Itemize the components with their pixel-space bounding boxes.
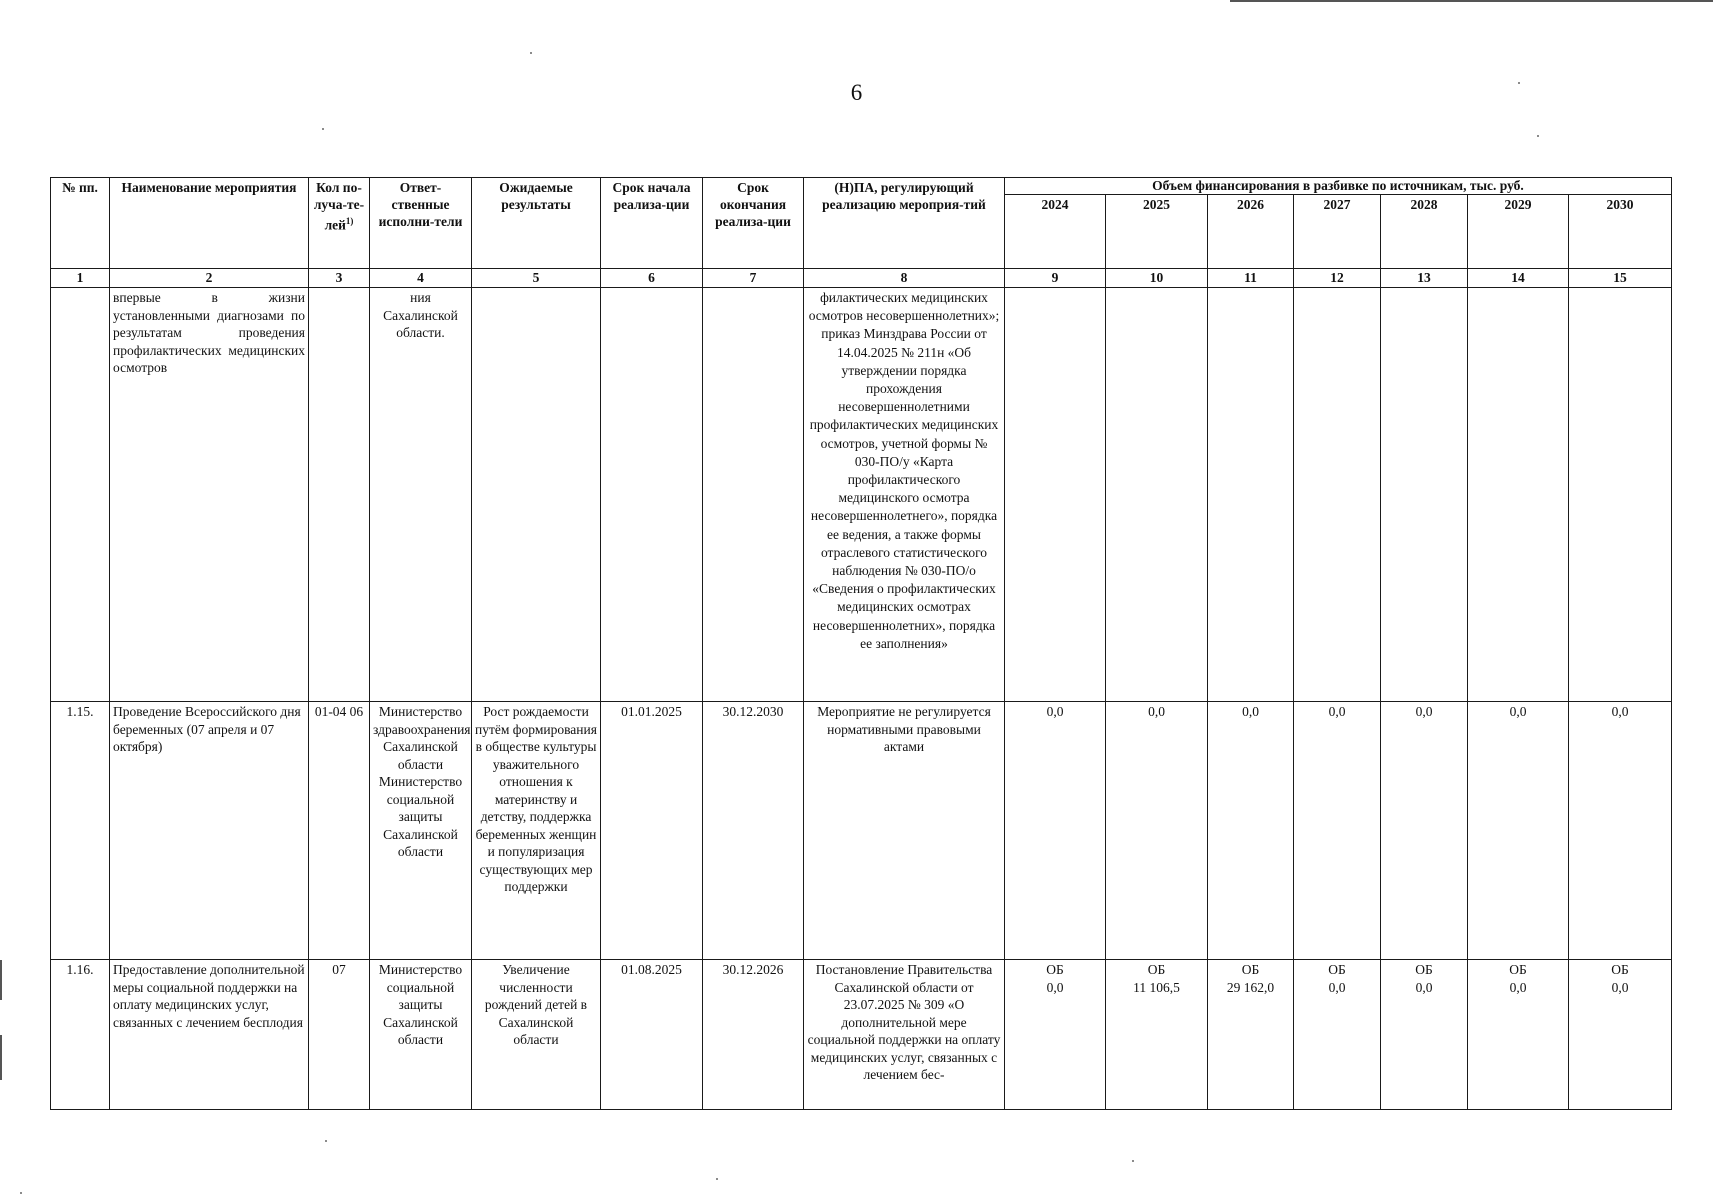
scan-edge-mark	[0, 1035, 2, 1080]
cell-start	[601, 288, 703, 702]
cell-funding-2030	[1569, 702, 1672, 960]
header-executors: Ответ-ственные исполни-тели	[370, 178, 472, 269]
funding-source: ОБ	[1328, 962, 1346, 977]
column-number: 6	[601, 269, 703, 288]
scan-edge-mark	[0, 960, 2, 1000]
header-year: 2028	[1381, 195, 1468, 269]
scan-speck	[325, 1140, 327, 1142]
cell-funding-2027	[1294, 960, 1381, 1110]
column-number: 1	[51, 269, 110, 288]
header-recipients	[309, 178, 370, 269]
header-funding: Объем финансирования в разбивке по источникам, тыс. руб.	[1005, 178, 1672, 195]
column-number-row	[51, 269, 1672, 288]
funding-value: 0,0	[1328, 704, 1346, 719]
column-number: 4	[370, 269, 472, 288]
cell-executors: Министерство здравоохранения Сахалинской области Министерство социальной защиты Сахалинской области	[370, 702, 472, 960]
cell-funding-2030	[1569, 960, 1672, 1110]
cell-name: Предоставление дополнительной меры социальной поддержки на оплату медицинских услуг, связанных с лечением бесплодия	[110, 960, 309, 1110]
cell-funding-2025	[1106, 702, 1208, 960]
column-number: 12	[1294, 269, 1381, 288]
scan-speck	[530, 52, 532, 54]
cell-funding-2026	[1208, 702, 1294, 960]
column-number: 11	[1208, 269, 1294, 288]
cell-end	[703, 288, 804, 702]
column-number: 14	[1468, 269, 1569, 288]
header-end: Срок окончания реализа-ции	[703, 178, 804, 269]
funding-value: 0,0	[1046, 979, 1064, 995]
cell-num	[51, 288, 110, 702]
scan-speck	[716, 1178, 718, 1180]
cell-npa: филактических медицинских осмотров несовершеннолетних»; приказ Минздрава России от 14.04.2025 № 211н «Об утверждении порядка прохождения несовершеннолетними профилактических медицинских осмотров, учетной формы № 030-ПО/у «Карта профилактического медицинского осмотра несовершеннолетнего», порядка ее ведения, а также формы отраслевого статистического наблюдения № 030-ПО/о «Сведения о профилактических медицинских осмотрах несовершеннолетних», порядка ее заполнения»	[804, 288, 1005, 702]
column-number: 8	[804, 269, 1005, 288]
cell-funding-2028	[1381, 960, 1468, 1110]
cell-recipients	[309, 288, 370, 702]
cell-start: 01.08.2025	[601, 960, 703, 1110]
cell-results: Рост рождаемости путём формирования в обществе культуры уважительного отношения к материнству и детству, поддержка беременных женщин и популяризация существующих мер поддержки	[472, 702, 601, 960]
cell-funding-2029	[1468, 288, 1569, 702]
funding-value: 11 106,5	[1133, 979, 1180, 995]
funding-value: 0,0	[1242, 704, 1259, 719]
column-number: 9	[1005, 269, 1106, 288]
column-number: 10	[1106, 269, 1208, 288]
cell-executors: ния Сахалинской области.	[370, 288, 472, 702]
header-year: 2025	[1106, 195, 1208, 269]
header-recipients-footnote: 1)	[345, 216, 354, 226]
header-recipients-text: Кол по-луча-те-лей	[313, 180, 365, 233]
cell-funding-2024	[1005, 702, 1106, 960]
header-npa: (Н)ПА, регулирующий реализацию мероприя-тий	[804, 178, 1005, 269]
cell-funding-2024	[1005, 960, 1106, 1110]
cell-end: 30.12.2026	[703, 960, 804, 1110]
funding-source: ОБ	[1509, 962, 1527, 977]
funding-value: 29 162,0	[1226, 979, 1275, 995]
scan-speck	[1537, 135, 1539, 137]
header-year: 2029	[1468, 195, 1569, 269]
cell-num: 1.16.	[51, 960, 110, 1110]
funding-source: ОБ	[1147, 962, 1166, 977]
column-number: 3	[309, 269, 370, 288]
funding-value: 0,0	[1046, 704, 1064, 719]
column-number: 15	[1569, 269, 1672, 288]
cell-npa: Постановление Правительства Сахалинской области от 23.07.2025 № 309 «О дополнительной мере социальной поддержки на оплату медицинских услуг, связанных с лечением бес-	[804, 960, 1005, 1110]
cell-name: впервые в жизни установленными диагнозами по результатам проведения профилактических медицинских осмотров	[110, 288, 309, 702]
scan-speck	[20, 1192, 22, 1194]
funding-value: 0,0	[1148, 704, 1165, 719]
funding-value: 0,0	[1328, 979, 1346, 995]
header-name: Наименование мероприятия	[110, 178, 309, 269]
cell-funding-2025	[1106, 960, 1208, 1110]
cell-funding-2025	[1106, 288, 1208, 702]
funding-value: 0,0	[1509, 979, 1527, 995]
funding-source: ОБ	[1046, 962, 1064, 977]
program-measures-table	[50, 177, 1672, 1110]
funding-value: 0,0	[1611, 704, 1629, 719]
column-number: 13	[1381, 269, 1468, 288]
cell-funding-2024	[1005, 288, 1106, 702]
funding-source: ОБ	[1611, 962, 1629, 977]
cell-results	[472, 288, 601, 702]
cell-funding-2029	[1468, 702, 1569, 960]
funding-value: 0,0	[1415, 704, 1433, 719]
funding-value: 0,0	[1415, 979, 1433, 995]
column-number: 5	[472, 269, 601, 288]
cell-start: 01.01.2025	[601, 702, 703, 960]
cell-funding-2026	[1208, 960, 1294, 1110]
scan-speck	[1132, 1160, 1134, 1162]
header-year: 2024	[1005, 195, 1106, 269]
table-row	[51, 702, 1672, 960]
scan-speck	[322, 128, 324, 130]
cell-num: 1.15.	[51, 702, 110, 960]
cell-end: 30.12.2030	[703, 702, 804, 960]
funding-value: 0,0	[1611, 979, 1629, 995]
header-year: 2026	[1208, 195, 1294, 269]
cell-results: Увеличение численности рождений детей в Сахалинской области	[472, 960, 601, 1110]
cell-npa: Мероприятие не регулируется нормативными правовыми актами	[804, 702, 1005, 960]
column-number: 2	[110, 269, 309, 288]
cell-funding-2027	[1294, 288, 1381, 702]
funding-source: ОБ	[1241, 962, 1260, 977]
table-row	[51, 288, 1672, 702]
column-number: 7	[703, 269, 804, 288]
cell-funding-2030	[1569, 288, 1672, 702]
cell-funding-2029	[1468, 960, 1569, 1110]
cell-recipients: 01-04 06	[309, 702, 370, 960]
cell-funding-2026	[1208, 288, 1294, 702]
page-number: 6	[850, 80, 863, 105]
funding-source: ОБ	[1415, 962, 1433, 977]
scan-edge-line	[1230, 0, 1713, 2]
header-results: Ожидаемые результаты	[472, 178, 601, 269]
funding-value: 0,0	[1509, 704, 1527, 719]
header-row	[51, 178, 1672, 195]
table-row	[51, 960, 1672, 1110]
cell-funding-2028	[1381, 702, 1468, 960]
header-year: 2030	[1569, 195, 1672, 269]
cell-funding-2027	[1294, 702, 1381, 960]
cell-executors: Министерство социальной защиты Сахалинской области	[370, 960, 472, 1110]
cell-recipients: 07	[309, 960, 370, 1110]
cell-name: Проведение Всероссийского дня беременных (07 апреля и 07 октября)	[110, 702, 309, 960]
cell-funding-2028	[1381, 288, 1468, 702]
header-num: № пп.	[51, 178, 110, 269]
header-start: Срок начала реализа-ции	[601, 178, 703, 269]
header-year: 2027	[1294, 195, 1381, 269]
